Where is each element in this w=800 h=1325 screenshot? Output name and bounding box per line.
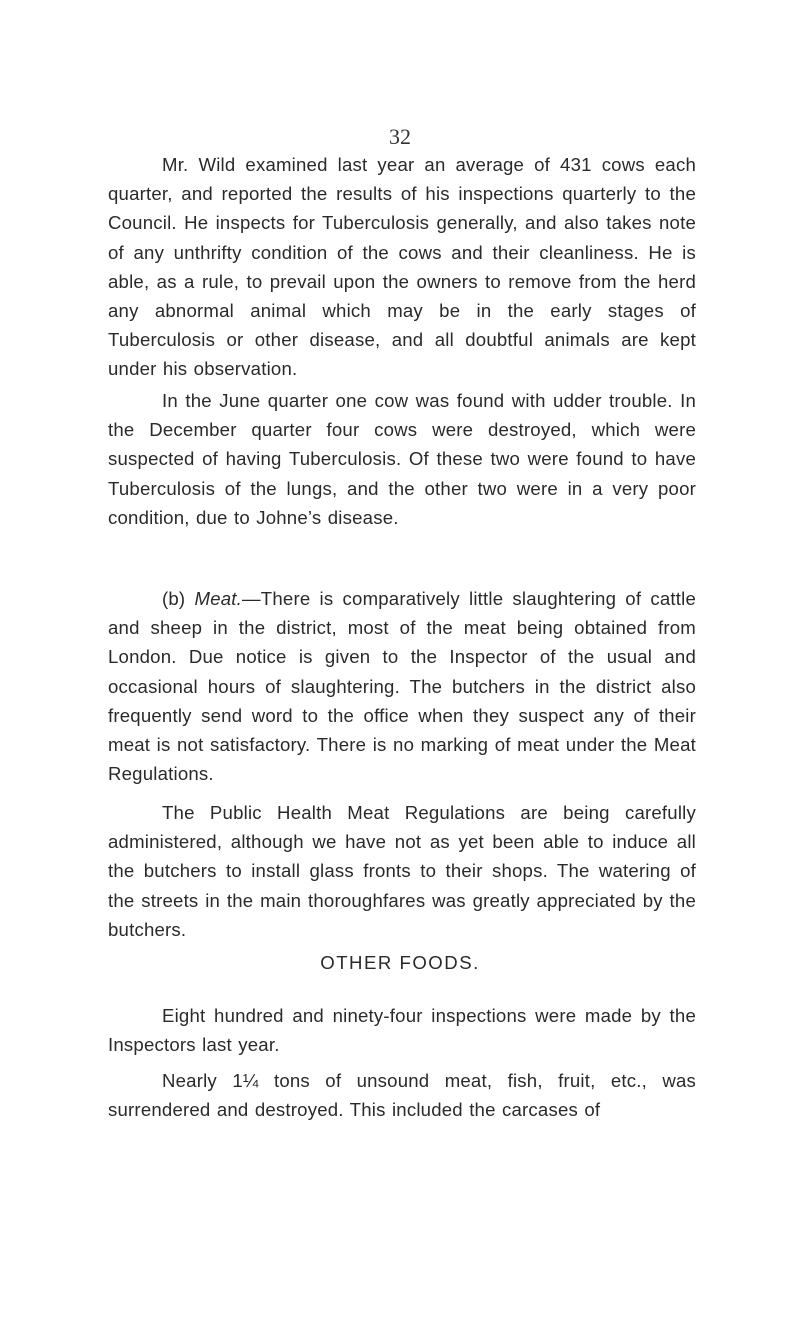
paragraph-june-december-quarters	[108, 386, 696, 532]
paragraph-inspections-count	[108, 1001, 696, 1059]
meat-section-label: (b)	[162, 588, 186, 609]
tons-fraction: 1¼	[232, 1070, 259, 1091]
unsound-food-start: Nearly	[162, 1070, 233, 1091]
section-heading-other-foods: OTHER FOODS.	[320, 952, 480, 973]
paragraph-unsound-food	[108, 1066, 696, 1124]
meat-section-body: —There is comparatively little slaughtering of cattle and sheep in the district, most of the meat being obtained from London. Due notice is given to the Inspector of the usual and occasional hours of slaughtering. The butchers in the district also frequently send word to the office when they suspect any of their meat is not satisfactory. There is no marking of meat under the Meat Regulations.	[108, 588, 696, 785]
paragraph-text	[108, 584, 696, 788]
meat-section-title: Meat.	[194, 588, 243, 609]
paragraph-text: Eight hundred and ninety-four inspections were made by the Inspectors last year.	[108, 1005, 696, 1056]
paragraph-text: Mr. Wild examined last year an average of 431 cows each quarter, and reported the results of his inspections quarterly to the Council. He inspects for Tuberculosis generally, and also takes note of any unthrifty condition of the cows and their cleanliness. He is able, as a rule, to prevail upon the owners to remove from the herd any abnormal animal which may be in the early stages of Tuberculosis or other disease, and all doubtful animals are kept under his observation.	[108, 154, 696, 380]
unsound-food-end: tons of unsound meat, fish, fruit, etc., was surrendered and destroyed. This included the carcases of	[108, 1070, 697, 1121]
paragraph-meat-regulations	[108, 798, 696, 944]
paragraph-text: The Public Health Meat Regulations are being carefully administered, although we have not as yet been able to induce all the butchers to install glass fronts to their shops. The watering of the streets in the main thoroughfares was greatly appreciated by the butchers.	[108, 802, 696, 940]
paragraph-text: In the June quarter one cow was found with udder trouble. In the December quarter four cows were destroyed, which were suspected of having Tuberculosis. Of these two were found to have Tuberculosis of the lungs, and the other two were in a very poor condition, due to Johne’s disease.	[108, 390, 696, 528]
paragraph-cow-inspections	[108, 150, 696, 384]
paragraph-text	[108, 1066, 696, 1124]
paragraph-meat	[108, 584, 696, 788]
page-number: 32	[389, 124, 411, 149]
